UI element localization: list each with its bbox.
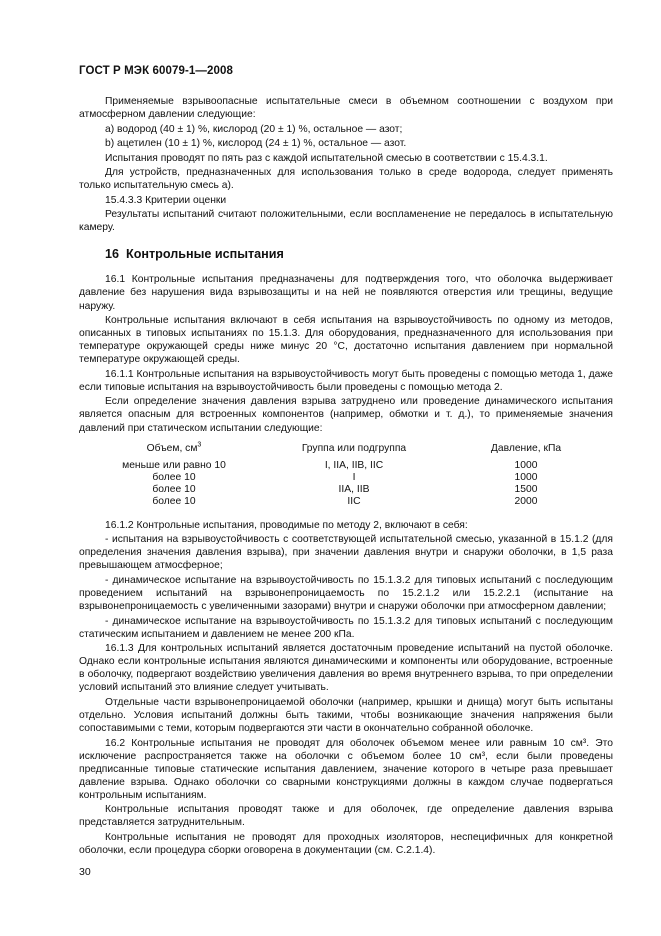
paragraph: Контрольные испытания не проводят для проходных изоляторов, неспецифичных для конкретной оболочки, если процедура сборки оговорена в документации (см. С.2.1.4).: [79, 831, 613, 857]
section-title: Контрольные испытания: [126, 247, 284, 262]
paragraph: Отдельные части взрывонепроницаемой оболочки (например, крышки и днища) могут быть испытаны отдельно. Условия испытаний должны быть такими, чтобы возникающие значения напряжения были сопоставимыми с теми, которым подвергаются эти части в окончательно собранной оболочке.: [79, 696, 613, 735]
cell-volume: более 10: [152, 496, 196, 508]
cell-group: IIA, IIB: [338, 484, 370, 496]
cell-volume: более 10: [152, 472, 196, 484]
pressure-table: [79, 443, 613, 509]
section-number: 16: [105, 247, 120, 262]
paragraph: 16.1.1 Контрольные испытания на взрывоустойчивость могут быть проведены с помощью метода 1, даже если типовые испытания на взрывоустойчивость были проведены с помощью метода 2.: [79, 368, 613, 393]
header-volume: Объем, $см^3$: [146, 441, 202, 454]
list-item: - динамическое испытание на взрывоустойчивость по 15.1.3.2 для типовых испытаний с последующим статическим испытанием и давлением не менее 200 кПа.: [79, 615, 613, 640]
paragraph: Испытания проводят по пять раз с каждой испытательной смесью в соответствии с 15.4.3.1.: [105, 152, 548, 164]
table-header-row: [79, 443, 613, 460]
list-item: - испытания на взрывоустойчивость с соответствующей испытательной смесью, указанной в 15.1.2 (для определения значения давления взрыва), при значении давления внутри и снаружи оболочки, в 1,5 раза превышающем атмосферное;: [79, 534, 613, 572]
cell-volume: более 10: [152, 484, 196, 496]
paragraph: 16.1.3 Для контрольных испытаний является достаточным проведение испытаний на пустой оболочке. Однако если контрольные испытания являются динамическими и компоненты или оборудование, встроенные в оболочку, подвергают воздействию увеличения давления во время внутреннего взрыва, то при определении условий испытаний это влияние следует учитывать.: [79, 643, 613, 694]
header-pressure: Давление, кПа: [490, 442, 562, 454]
cell-group: I, IIA, IIB, IIC: [324, 459, 384, 471]
table-row: [79, 460, 613, 472]
cell-group: I: [352, 472, 356, 484]
paragraph: Для устройств, предназначенных для использования только в среде водорода, следует применять только испытательную смесь а).: [79, 167, 613, 192]
paragraph: Применяемые взрывоопасные испытательные смеси в объемном соотношении с воздухом при атмосферном давлении следующие:: [79, 96, 613, 121]
cell-pressure: 1000: [514, 472, 538, 484]
paragraph: 16.1 Контрольные испытания предназначены для подтверждения того, что оболочка выдерживает давление без нарушения вида взрывозащиты и на ней не появляются отверстия или трещины, ведущие наружу.: [79, 274, 613, 312]
paragraph: Если определение значения давления взрыва затруднено или проведение динамического испытания является опасным для встроенных компонентов (например, обмотки и т. д.), то применяемые значения давлений при статическом испытании следующие:: [79, 396, 613, 434]
cell-group: IIC: [347, 496, 361, 508]
paragraph: Результаты испытаний считают положительными, если воспламенение не передалось в испытательную камеру.: [79, 209, 613, 234]
document-body: [79, 95, 613, 859]
table-row: [79, 484, 613, 496]
paragraph: Контрольные испытания включают в себя испытания на взрывоустойчивость по одному из методов, описанных в типовых испытаниях по 15.1.3. Для оборудования, предназначенного для использования при температуре окружающей среды ниже минус 20 °С, достаточно испытания давлением при нормальной температуре окружающей среды.: [79, 315, 613, 366]
subsection-heading: 15.4.3.3 Критерии оценки: [105, 194, 227, 206]
cell-pressure: 1000: [514, 459, 538, 471]
list-item: b) ацетилен (10 ± 1) %, кислород (24 ± 1) %, остальное — азот.: [105, 138, 407, 150]
paragraph: 16.2 Контрольные испытания не проводят для оболочек объемом менее или равным 10 см³. Это исключение распространяется также на оболочки с объемом более 10 см³, если были проведены предписанные типовые статические испытания давлением, значение которого в четыре раза превышает давление взрыва. Однако оболочки со сварными конструкциями должны в каждом случае подвергаться контрольным испытаниям.: [79, 737, 613, 801]
paragraph: Контрольные испытания проводят также и для оболочек, где определение давления взрыва представляется затруднительным.: [79, 804, 613, 829]
document-header: ГОСТ Р МЭК 60079-1—2008: [79, 65, 233, 77]
cell-volume: меньше или равно 10: [122, 459, 226, 471]
list-item: - динамическое испытание на взрывоустойчивость по 15.1.3.2 для типовых испытаний с последующим проведением испытаний на взрывонепроницаемость по 15.2.1.2 или 15.2.2.1 (испытание на взрывонепроницаемость с увеличенными зазорами) внутри и снаружи оболочки при атмосферном давлении;: [79, 574, 613, 613]
page-number: 30: [79, 866, 91, 878]
header-group: Группа или подгруппа: [301, 442, 407, 454]
paragraph: 16.1.2 Контрольные испытания, проводимые по методу 2, включают в себя:: [105, 519, 468, 531]
table-row: [79, 496, 613, 508]
cell-pressure: 2000: [514, 496, 538, 508]
list-item: a) водород (40 ± 1) %, кислород (20 ± 1) %, остальное — азот;: [105, 123, 403, 135]
table-row: [79, 472, 613, 484]
section-heading: [105, 248, 613, 261]
cell-pressure: 1500: [514, 484, 538, 496]
